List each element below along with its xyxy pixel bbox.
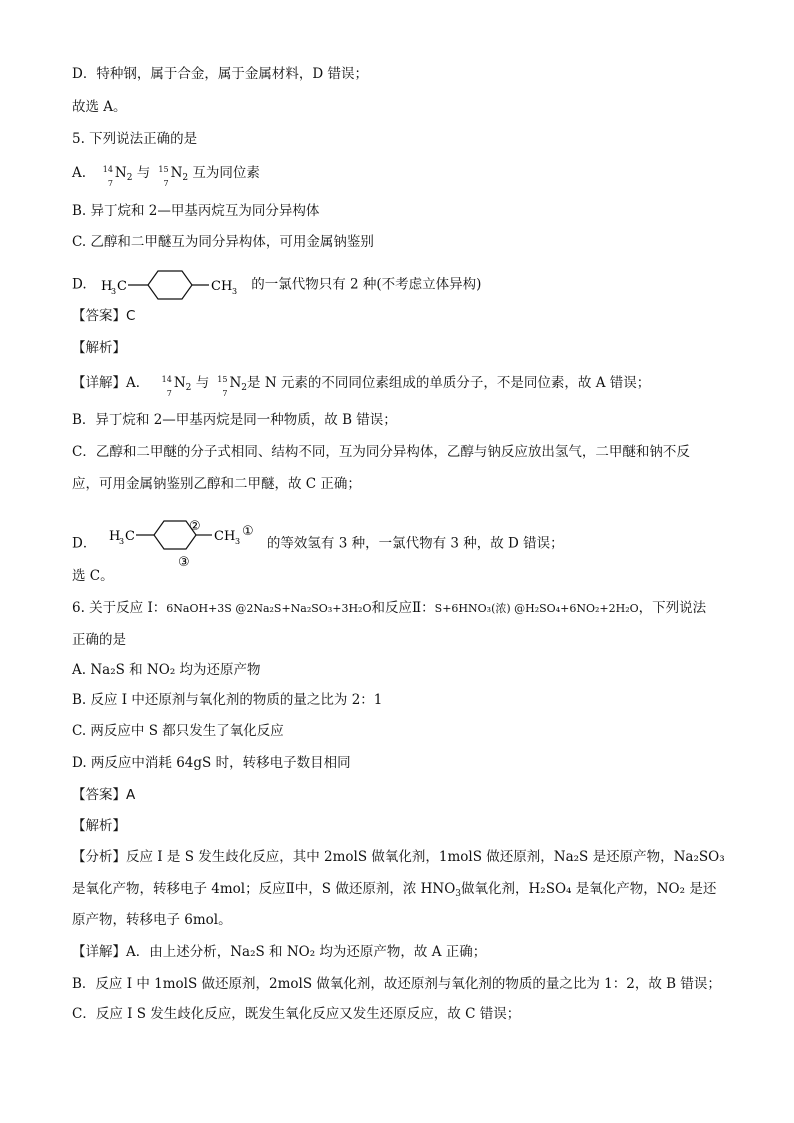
question-6-option-a: A. Na₂S 和 NO₂ 均为还原产物 [72,662,261,678]
answer-label: 【答案】C [72,308,136,324]
text-line: D．特种钢，属于合金，属于金属材料，D 错误； [72,66,368,82]
atomic-number: 7 [163,178,169,188]
position-label-2: ② [188,519,201,534]
question-5-option-d [72,269,481,301]
svg-text:3: 3 [118,537,124,546]
analysis-label: 【解析】 [72,818,126,834]
question-6-option-b: B. 反应 I 中还原剂与氧化剂的物质的量之比为 2：1 [72,692,383,708]
option-text: 的一氯代物只有 2 种(不考虑立体异构) [251,276,482,293]
detail-a: 【详解】A． 14 7 $N_2$ 与 15 7 $N_2$是 N 元素的不同同位素组成的单质分子，不是同位素，故 A 错误； [72,373,650,398]
svg-text:H: H [100,279,113,294]
question-5-option-c: C. 乙醇和二甲醚互为同分异构体，可用金属钠鉴别 [72,234,374,250]
stem-text: ，下列说法 [638,600,707,616]
mass-number: 15 [158,164,169,174]
analysis-text-end: 原产物，转移电子 6mol。 [72,912,232,928]
question-6-stem [72,598,706,619]
detail-text: 的等效氢有 3 种，一氯代物有 3 种，故 D 错误； [266,535,564,552]
detail-c: C．反应 I S 发生歧化反应，既发生氧化反应又发生还原反应，故 C 错误； [72,1006,521,1022]
conclusion: 选 C。 [72,568,114,584]
reaction-1: 6NaOH+3S @2Na₂S+Na₂SO₃+3H₂O [166,602,372,615]
question-5-stem: 5. 下列说法正确的是 [72,131,198,147]
mass-number: 14 [161,374,172,384]
atomic-number: 7 [107,178,113,188]
detail-a: 【详解】A．由上述分析，Na₂S 和 NO₂ 均为还原产物，故 A 正确； [72,944,487,960]
position-label-3: ③ [177,555,190,570]
analysis-text-cont: 是氧化产物，转移电子 4mol；反应Ⅱ中，S 做还原剂，浓 $HNO_3$做氧化剂，H₂SO₄ 是氧化产物，NO₂ 是还 [72,881,717,899]
mass-number: 14 [102,164,113,174]
analysis-text: 是氧化产物，转移电子 4mol；反应Ⅱ中，S 做还原剂，浓 HNO [72,881,456,897]
position-label-1: ① [241,524,254,539]
connector-text: 与 [136,165,151,181]
detail-c-cont: 应，可用金属钠鉴别乙醇和二甲醚，故 C 正确； [72,476,361,492]
svg-text:3: 3 [231,287,238,296]
answer-label: 【答案】A [72,787,136,803]
stem-text: 和反应Ⅱ： [371,600,435,616]
option-label: D. [72,276,87,293]
detail-prefix: D． [72,535,97,552]
svg-text:C: C [124,529,135,544]
svg-text:3: 3 [234,537,240,546]
detail-b: B．反应 I 中 1molS 做还原剂，2molS 做氧化剂，故还原剂与氧化剂的物质的量之比为 1：2，故 B 错误； [72,976,721,992]
question-6-option-c: C. 两反应中 S 都只发生了氧化反应 [72,723,284,739]
detail-b: B．异丁烷和 2—甲基丙烷是同一种物质，故 B 错误； [72,412,397,428]
equivalent-hydrogen-structure [109,518,259,570]
stem-text: 6. 关于反应 I： [72,600,167,616]
analysis-text: 做氧化剂，H₂SO₄ 是氧化产物，NO₂ 是还 [461,881,717,897]
svg-text:CH: CH [213,529,235,544]
svg-text:CH: CH [210,279,233,294]
question-5-option-a: A. 14 7 $N_2$ 与 15 7 $N_2$ 互为同位素 [72,163,260,188]
detail-c: C．乙醇和二甲醚的分子式相同、结构不同，互为同分异构体，乙醇与钠反应放出氢气，二甲醚和钠不反 [72,444,690,460]
svg-text:H: H [108,529,120,544]
detail-d [72,518,564,570]
question-6-option-d: D. 两反应中消耗 64gS 时，转移电子数目相同 [72,755,351,771]
atomic-number: 7 [166,388,172,398]
svg-text:C: C [116,279,127,294]
atomic-number: 7 [222,388,228,398]
dimethylcyclohexane-structure [101,269,243,301]
svg-text:3: 3 [110,287,117,296]
connector-text: 与 [195,375,210,391]
reaction-2: S+6HNO₃(浓) @H₂SO₄+6NO₂+2H₂O [434,602,639,615]
detail-prefix: 【详解】A． [72,375,150,391]
analysis-text: 【分析】反应 I 是 S 发生歧化反应，其中 2molS 做氧化剂，1molS 做还原剂，Na₂S 是还原产物，Na₂SO₃ [72,849,725,865]
question-5-option-b: B. 异丁烷和 2—甲基丙烷互为同分异构体 [72,203,320,219]
detail-text: 是 N 元素的不同同位素组成的单质分子，不是同位素，故 A 错误； [247,375,651,391]
option-label: A. [72,165,87,181]
question-6-stem-cont: 正确的是 [72,632,126,648]
mass-number: 15 [217,374,228,384]
analysis-label: 【解析】 [72,340,126,356]
text-line: 故选 A。 [72,99,127,115]
option-text: 互为同位素 [192,165,260,181]
